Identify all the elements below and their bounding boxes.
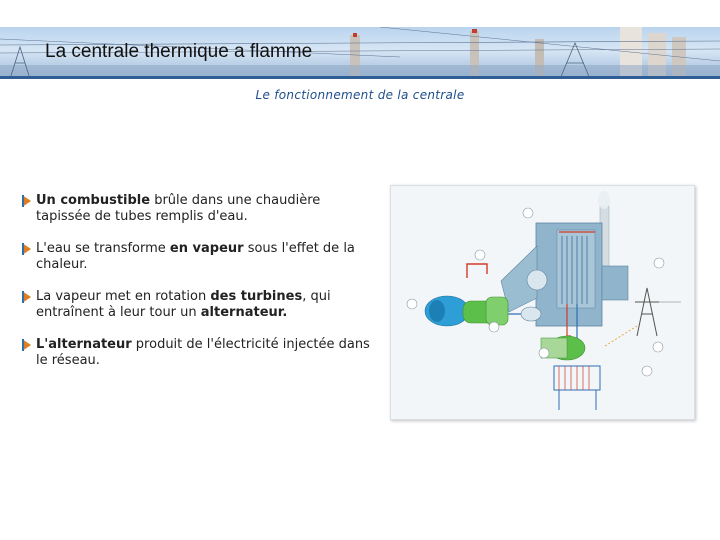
bullet-item [22,337,372,369]
bullet-list [22,193,372,385]
page-subtitle: Le fonctionnement de la centrale [255,88,465,102]
diagram-illustration [391,186,694,419]
banner-divider [0,76,720,79]
alternator-shape [521,307,541,321]
bullet-text-bold: des turbines [210,289,303,304]
bullet-item [22,241,372,273]
bullet-item [22,289,372,321]
arrow-bullet-icon [22,291,31,303]
title-banner [0,27,720,79]
bullet-text: La vapeur met en rotation [36,289,211,304]
bullet-text: L'eau se transforme [36,241,170,256]
bullet-text: produit de l'électricité injectée dans le réseau. [36,337,370,368]
bullet-text-bold: L'alternateur [36,337,132,352]
arrow-bullet-icon [22,243,31,255]
bullet-text: brûle dans une chaudière tapissée de tubes remplis d'eau. [36,193,321,224]
bullet-text-bold: en vapeur [169,241,244,256]
page-title: La centrale thermique a flamme [45,41,313,62]
arrow-bullet-icon [22,195,31,207]
pylon-shape [635,288,659,336]
bullet-text: , qui entraînent à leur tour un [36,289,331,320]
power-plant-diagram [390,185,695,420]
bullet-text: sous l'effet de la chaleur. [36,241,355,272]
bullet-text-bold: alternateur. [200,305,288,320]
bullet-item [22,193,372,225]
arrow-bullet-icon [22,339,31,351]
bullet-text-bold: Un combustible [36,193,151,208]
